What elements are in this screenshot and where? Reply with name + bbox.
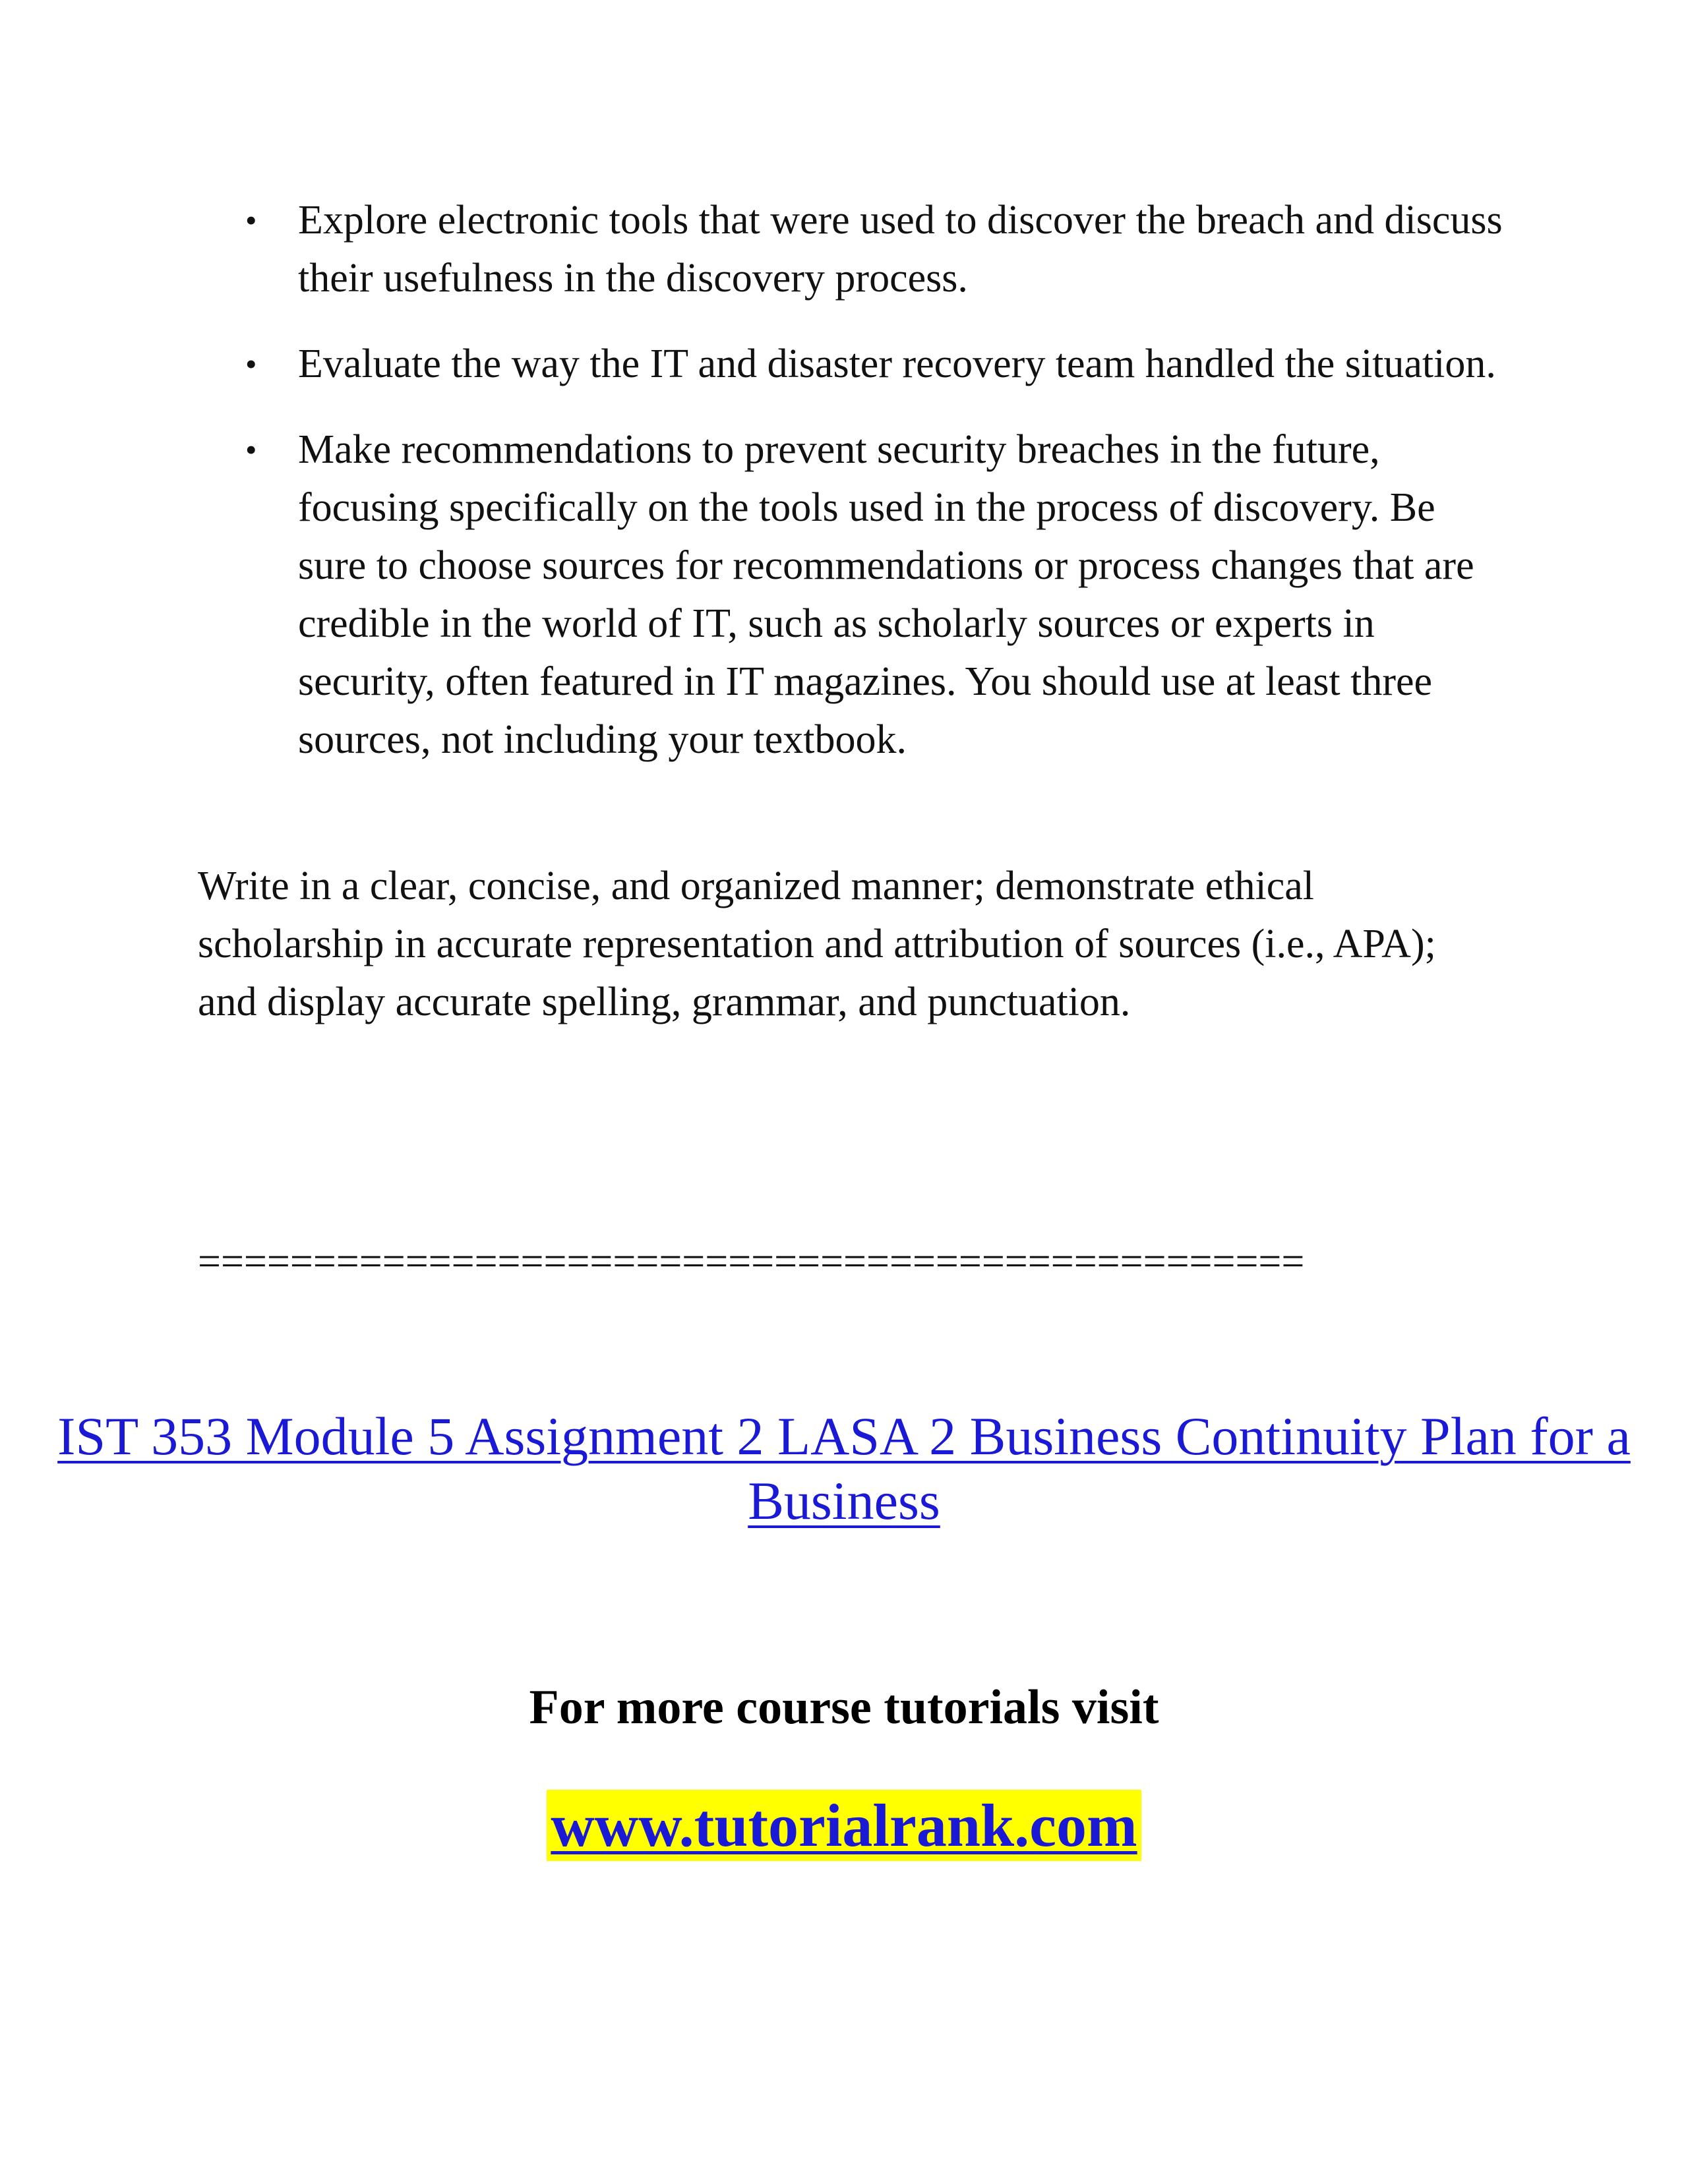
bullet-list <box>198 191 1503 796</box>
bullet-text: Make recommendations to prevent security breaches in the future, focusing specifically on the tools used in the process of discovery. Be sure to choose sources for recommendations or process changes that are credible in the world of IT, such as scholarly sources or experts in security, often featured in IT magazines. You should use at least three sources, not including your textbook. <box>298 427 1474 762</box>
assignment-title-text[interactable]: IST 353 Module 5 Assignment 2 LASA 2 Business Continuity Plan for a Business <box>57 1406 1631 1531</box>
bullet-item <box>198 421 1503 769</box>
assignment-title-link[interactable] <box>0 1404 1688 1533</box>
bullet-icon: • <box>245 345 257 382</box>
bullet-item <box>198 191 1503 307</box>
bullet-item <box>198 335 1503 393</box>
divider-line: ================================================ <box>198 1239 1305 1284</box>
bullet-text: Explore electronic tools that were used to discover the breach and discuss their usefulness in the discovery process. <box>298 198 1503 301</box>
bullet-icon: • <box>245 202 257 239</box>
more-tutorials-heading: For more course tutorials visit <box>529 1680 1159 1734</box>
website-container <box>0 1790 1688 1861</box>
website-link[interactable]: www.tutorialrank.com <box>547 1790 1141 1861</box>
instructions-paragraph: Write in a clear, concise, and organized manner; demonstrate ethical scholarship in accurate representation and attribution of sources (i.e., APA); and display accurate spelling, grammar, and punctuation. <box>198 864 1436 1024</box>
bullet-text: Evaluate the way the IT and disaster recovery team handled the situation. <box>298 341 1496 386</box>
bullet-icon: • <box>245 431 257 468</box>
